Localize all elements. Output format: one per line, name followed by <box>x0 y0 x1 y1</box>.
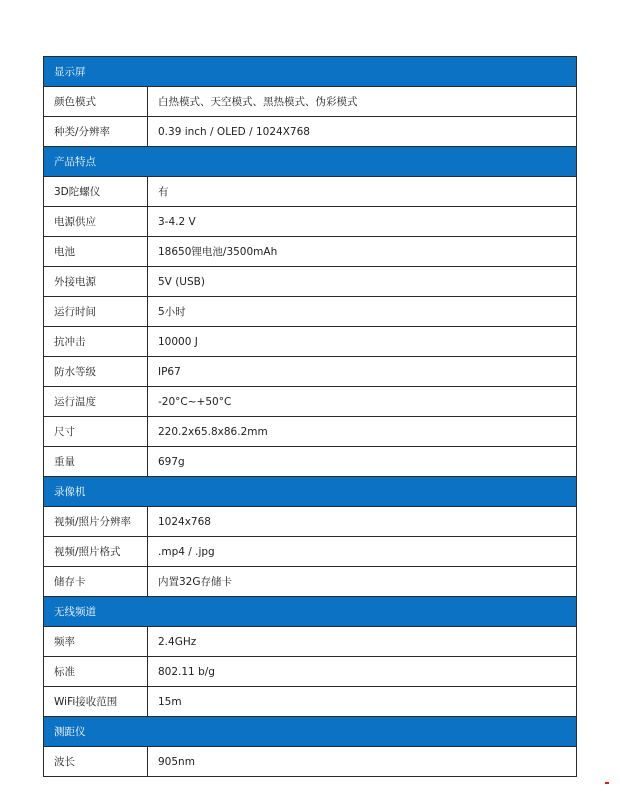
spec-label: 频率 <box>44 627 148 656</box>
spec-row <box>44 267 576 297</box>
spec-label: 运行温度 <box>44 387 148 416</box>
spec-value: 2.4GHz <box>158 636 197 648</box>
spec-label: 抗冲击 <box>44 327 148 356</box>
corner-mark <box>605 782 609 784</box>
spec-label: 防水等级 <box>44 357 148 386</box>
spec-value: 802.11 b/g <box>158 666 215 678</box>
spec-value: 0.39 inch / OLED / 1024X768 <box>158 126 310 138</box>
spec-label: 重量 <box>44 447 148 476</box>
spec-value: 白热模式、天空模式、黑热模式、伪彩模式 <box>158 96 358 108</box>
spec-row <box>44 117 576 147</box>
spec-value: 220.2x65.8x86.2mm <box>158 426 268 438</box>
spec-row <box>44 657 576 687</box>
spec-value: 5V (USB) <box>158 276 205 288</box>
spec-label: 外接电源 <box>44 267 148 296</box>
spec-value: -20°C~+50°C <box>158 396 232 408</box>
spec-label: 电池 <box>44 237 148 266</box>
spec-value: IP67 <box>158 366 181 378</box>
spec-row <box>44 627 576 657</box>
spec-label: 电源供应 <box>44 207 148 236</box>
section-header-wireless: 无线频道 <box>44 597 576 627</box>
spec-value: 905nm <box>158 756 195 768</box>
spec-value: 3-4.2 V <box>158 216 196 228</box>
spec-label: 视频/照片格式 <box>44 537 148 566</box>
spec-label: 种类/分辨率 <box>44 117 148 146</box>
spec-row <box>44 447 576 477</box>
spec-label: 运行时间 <box>44 297 148 326</box>
spec-row <box>44 87 576 117</box>
spec-label: 波长 <box>44 747 148 776</box>
section-header-features: 产品特点 <box>44 147 576 177</box>
spec-row <box>44 237 576 267</box>
spec-row <box>44 567 576 597</box>
spec-value: 10000 J <box>158 336 198 348</box>
spec-row <box>44 687 576 717</box>
spec-value: 18650锂电池/3500mAh <box>158 246 278 258</box>
spec-row <box>44 507 576 537</box>
spec-label: WiFi接收范围 <box>44 687 148 716</box>
spec-label: 颜色模式 <box>44 87 148 116</box>
spec-row <box>44 387 576 417</box>
spec-row <box>44 537 576 567</box>
spec-row <box>44 177 576 207</box>
section-header-display: 显示屏 <box>44 57 576 87</box>
spec-value: 5小时 <box>158 306 186 318</box>
spec-table <box>43 56 577 777</box>
spec-label: 储存卡 <box>44 567 148 596</box>
spec-value: 15m <box>158 696 182 708</box>
spec-label: 3D陀螺仪 <box>44 177 148 206</box>
spec-label: 视频/照片分辨率 <box>44 507 148 536</box>
spec-row <box>44 357 576 387</box>
spec-label: 标准 <box>44 657 148 686</box>
section-header-recorder: 录像机 <box>44 477 576 507</box>
spec-row <box>44 327 576 357</box>
spec-value: 697g <box>158 456 185 468</box>
spec-row <box>44 747 576 777</box>
spec-row <box>44 417 576 447</box>
spec-value: .mp4 / .jpg <box>158 546 215 558</box>
spec-label: 尺寸 <box>44 417 148 446</box>
spec-row <box>44 297 576 327</box>
spec-value: 有 <box>158 186 169 198</box>
spec-value: 内置32G存储卡 <box>158 576 232 588</box>
spec-value: 1024x768 <box>158 516 211 528</box>
spec-row <box>44 207 576 237</box>
section-header-rangefinder: 测距仪 <box>44 717 576 747</box>
